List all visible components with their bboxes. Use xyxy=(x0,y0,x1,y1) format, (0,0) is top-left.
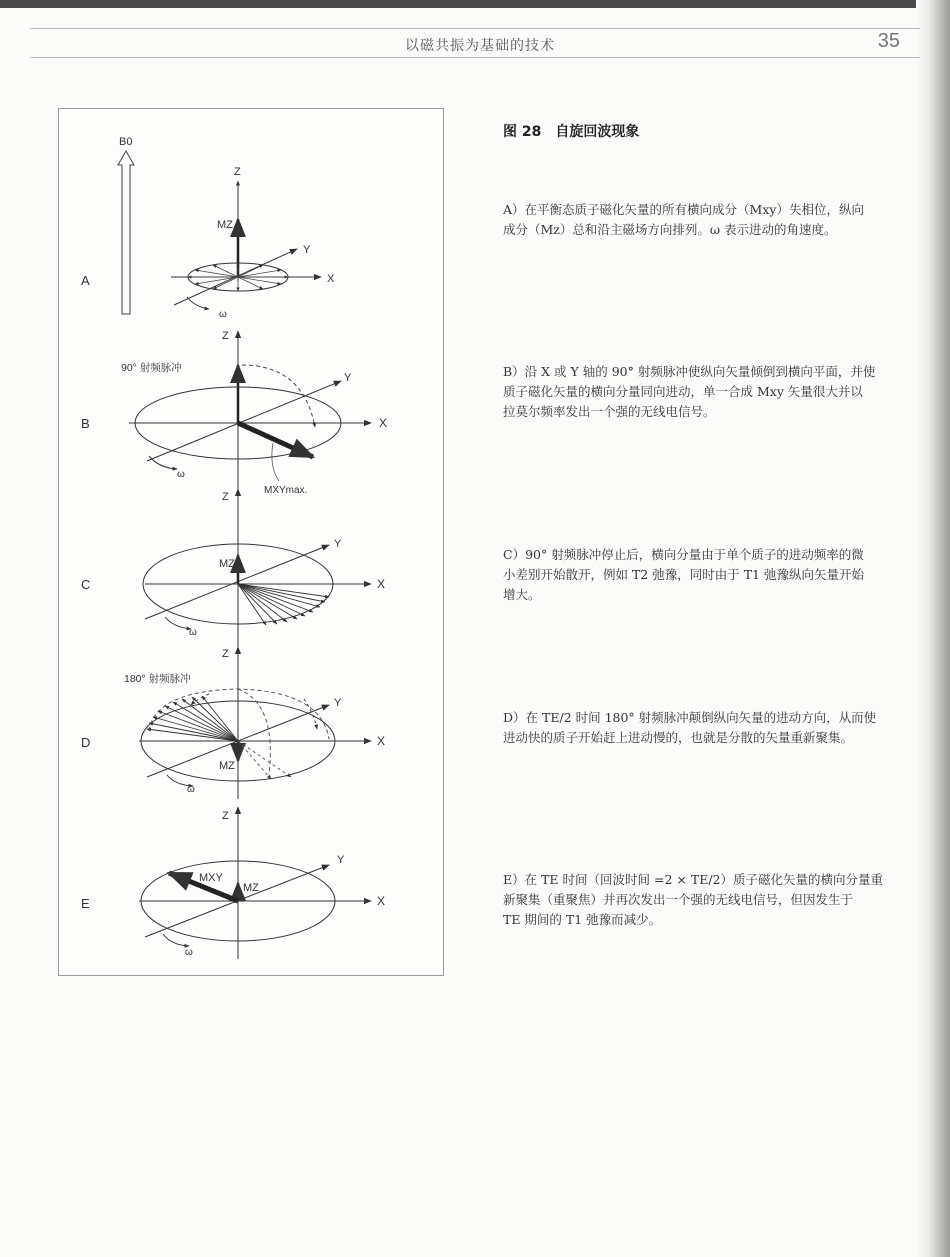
pulse-180-label: 180° 射频脉冲 xyxy=(124,673,191,685)
panel-d xyxy=(81,647,385,799)
z-label-e: Z xyxy=(222,810,229,822)
x-label-d: X xyxy=(377,734,386,748)
x-label-c: X xyxy=(377,577,386,591)
x-label-a: X xyxy=(327,273,335,285)
panel-b xyxy=(81,330,387,496)
y-label-a: Y xyxy=(303,244,311,256)
omega-label-a: ω xyxy=(219,309,227,320)
z-label-c: Z xyxy=(222,491,229,503)
caption-e xyxy=(503,870,883,930)
figure-title: 图 28 自旋回波现象 xyxy=(503,124,640,140)
caption-line: 拉莫尔频率发出一个强的无线电信号。 xyxy=(503,404,716,419)
caption-line: A）在平衡态质子磁化矢量的所有横向成分（Mxy）失相位，纵向 xyxy=(503,202,864,217)
panel-letter-d: D xyxy=(81,735,91,750)
panel-letter-c: C xyxy=(81,577,91,592)
rephasing-vectors-d xyxy=(147,696,238,741)
caption-line: 进动快的质子开始赶上进动慢的，也就是分散的矢量重新聚集。 xyxy=(503,730,854,745)
z-label-b: Z xyxy=(222,330,229,342)
caption-line: 成分（Mz）总和沿主磁场方向排列。ω 表示进动的角速度。 xyxy=(503,222,837,237)
y-label-c: Y xyxy=(334,538,342,550)
x-label-e: X xyxy=(377,894,386,908)
caption-line: 增大。 xyxy=(503,587,541,602)
spin-echo-figure xyxy=(58,108,444,976)
pulse-90-label: 90° 射频脉冲 xyxy=(121,362,182,374)
omega-label-e: ω xyxy=(185,947,193,958)
caption-b xyxy=(503,362,883,422)
mxy-max-vector xyxy=(238,423,313,457)
caption-a xyxy=(503,200,883,240)
pre-pulse-vectors-d xyxy=(238,741,291,779)
b0-label: B0 xyxy=(119,136,133,148)
scan-edge-right xyxy=(916,0,950,1257)
caption-c xyxy=(503,545,883,605)
panel-c xyxy=(81,489,385,649)
z-label-a: Z xyxy=(234,166,241,178)
caption-line: 新聚集（重聚焦）并再次发出一个强的无线电信号，但因发生于 xyxy=(503,892,854,907)
panel-e xyxy=(81,807,385,959)
panel-a xyxy=(81,136,335,320)
y-label-e: Y xyxy=(337,854,345,866)
caption-line: C）90° 射频脉冲停止后，横向分量由于单个质子的进动频率的微 xyxy=(503,547,864,562)
page-number: 35 xyxy=(877,30,900,52)
caption-line: 小差别开始散开，例如 T2 弛豫，同时由于 T1 弛豫纵向矢量开始 xyxy=(503,567,864,582)
x-label-b: X xyxy=(379,416,388,430)
omega-label-b: ω xyxy=(177,469,185,480)
mxy-max-label: MXYmax. xyxy=(264,485,308,496)
omega-label-c: ω xyxy=(189,627,197,638)
omega-label-d: ω xyxy=(187,784,195,795)
dephasing-vectors-c xyxy=(238,584,329,625)
b0-arrow xyxy=(118,151,134,314)
z-label-d: Z xyxy=(222,648,229,660)
y-label-b: Y xyxy=(344,372,352,384)
running-title: 以磁共振为基础的技术 xyxy=(405,38,555,54)
caption-line: B）沿 X 或 Y 轴的 90° 射频脉冲使纵向矢量倾倒到横向平面，并使 xyxy=(503,364,876,379)
caption-line: D）在 TE/2 时间 180° 射频脉冲颠倒纵向矢量的进动方向，从而使 xyxy=(503,710,877,725)
mz-label-c: MZ xyxy=(219,558,235,570)
header-rule-top xyxy=(30,28,920,29)
header-rule-bottom xyxy=(30,57,920,58)
y-axis-b xyxy=(147,381,341,461)
mz-label-a: MZ xyxy=(217,219,233,231)
caption-line: TE 期间的 T1 弛豫而减少。 xyxy=(503,912,662,927)
mxy-label-e: MXY xyxy=(199,872,223,884)
panel-letter-a: A xyxy=(81,273,90,288)
panel-letter-b: B xyxy=(81,416,90,431)
scan-edge-top xyxy=(0,0,950,8)
caption-line: 质子磁化矢量的横向分量同向进动，单一合成 Mxy 矢量很大并以 xyxy=(503,384,863,399)
mz-label-e: MZ xyxy=(243,882,259,894)
caption-line: E）在 TE 时间（回波时间 =2 × TE/2）质子磁化矢量的横向分量重 xyxy=(503,872,883,887)
caption-d xyxy=(503,708,883,748)
panel-letter-e: E xyxy=(81,896,90,911)
y-label-d: Y xyxy=(334,697,342,709)
mz-label-d: MZ xyxy=(219,760,235,772)
